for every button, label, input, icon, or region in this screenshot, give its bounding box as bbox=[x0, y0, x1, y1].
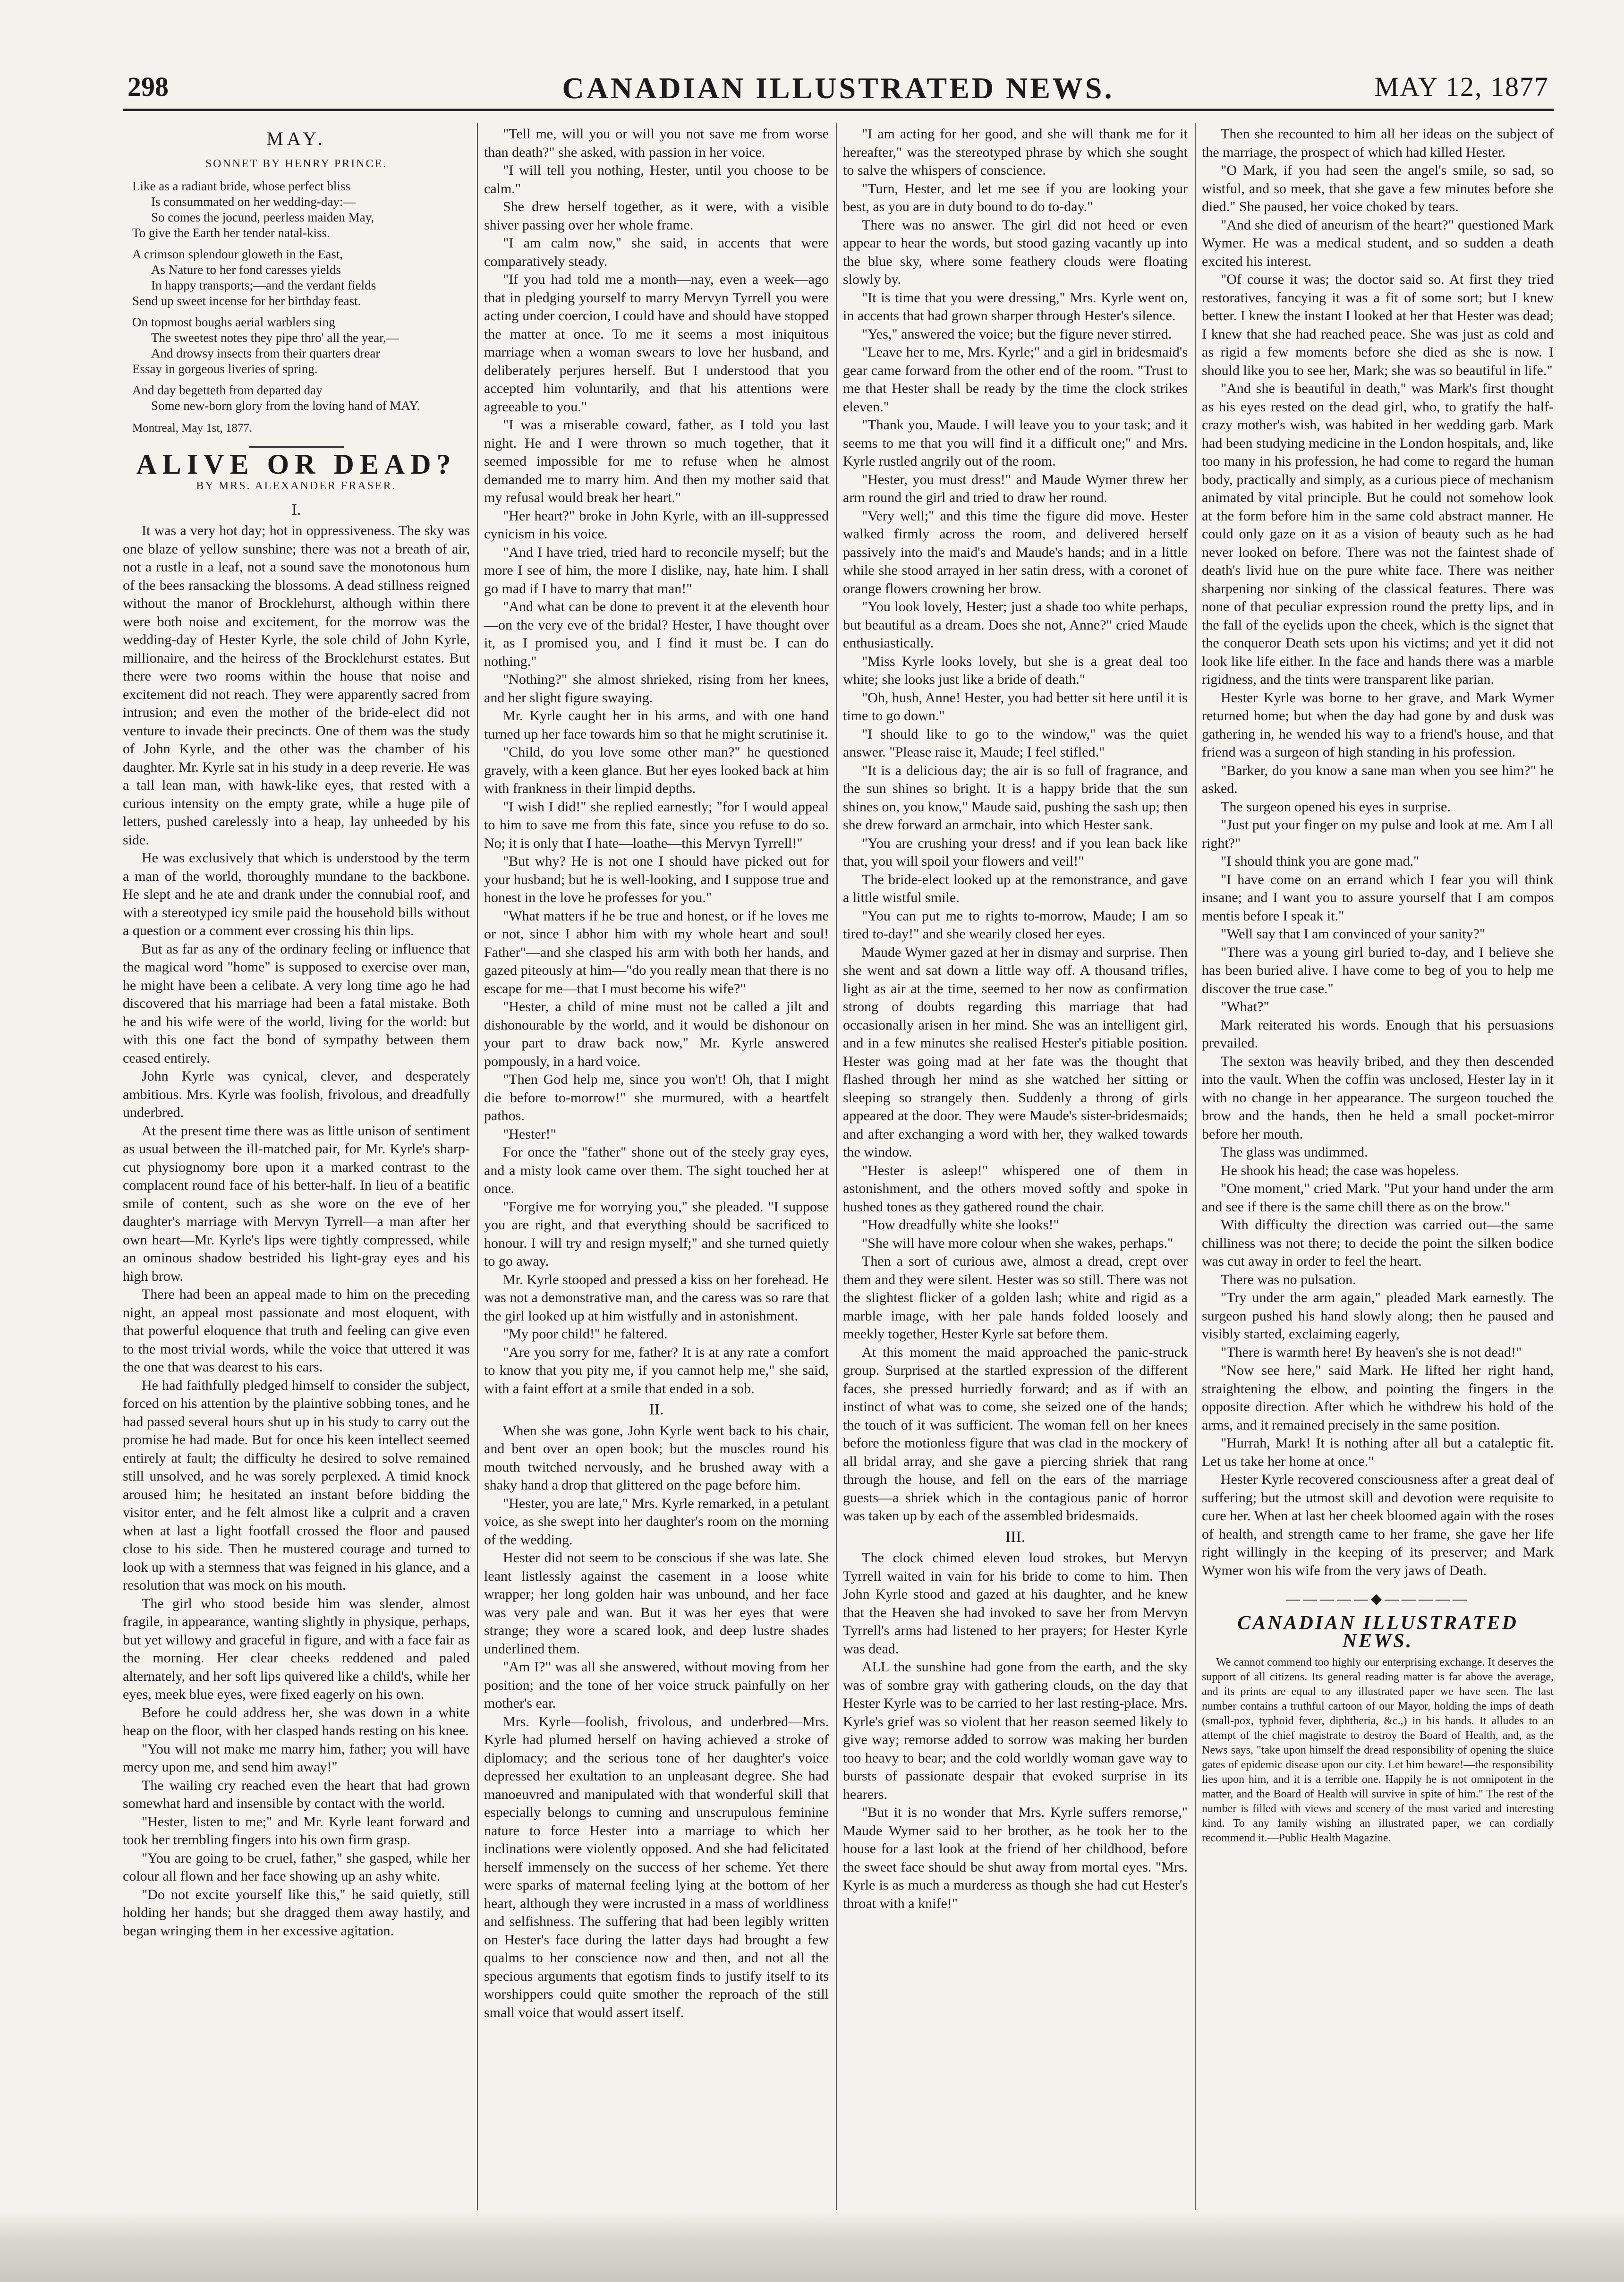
paragraph: "Then God help me, since you won't! Oh, that I might die before to-morrow!" she murmured, with a heartfelt pathos. bbox=[484, 1072, 829, 1124]
poem-title: MAY. bbox=[266, 128, 326, 149]
paragraph: "Of course it was; the doctor said so. At first they tried restoratives, fancying it was a fit of some sort; but I knew better. I knew the instant I looked at her that Hester was dead; I knew that she had reached peace. She was just as cold and as rigid a few moments before she died as she is now. I should like you to see her, Mark; she was so beautiful in life." bbox=[1202, 272, 1554, 378]
paragraph: "I wish I did!" she replied earnestly; "for I would appeal to him to save me from this fate, since you refuse to do so. No; it is only that I hate—loathe—this Mervyn Tyrrell!" bbox=[484, 799, 829, 851]
column-1 bbox=[123, 125, 470, 2213]
paragraph: "Barker, do you know a sane man when you see him?" he asked. bbox=[1202, 762, 1554, 796]
paragraph: "Very well;" and this time the figure did move. Hester walked firmly across the room, and delivered herself passively into the maid's and Maude's hands; and in a little while she stood arrayed in her satin dress, with a coronet of orange flowers crowning her brow. bbox=[843, 508, 1188, 596]
chapter-heading: III. bbox=[1005, 1528, 1026, 1546]
paragraph: "I was a miserable coward, father, as I told you last night. He and I were thrown so much together, that it seemed impossible for me to refuse when he almost demanded me to marry him. And then my mother said that my refusal would break her heart." bbox=[484, 417, 829, 505]
paragraph: "Miss Kyrle looks lovely, but she is a great deal too white; she looks just like a bride of death." bbox=[843, 653, 1188, 687]
paragraph: When she was gone, John Kyrle went back to his chair, and bent over an open book; but the muscles round his mouth twitched nervously, and he brushed away with a shaky hand a drop that glittered on the page before him. bbox=[484, 1422, 829, 1493]
paragraph: "I have come on an errand which I fear you will think insane; and I want you to assure yourself that I am compos mentis before I speak it." bbox=[1202, 871, 1554, 924]
column-4-text bbox=[1202, 125, 1554, 1580]
paragraph: "Child, do you love some other man?" he questioned gravely, with a keen glance. But her eyes looked back at him with frankness in their limpid depths. bbox=[484, 744, 829, 796]
story-title: ALIVE OR DEAD? bbox=[136, 448, 457, 480]
column-rule bbox=[477, 123, 478, 2210]
paragraph: "Just put your finger on my pulse and look at me. Am I all right?" bbox=[1202, 817, 1554, 851]
paragraph: Hester did not seem to be conscious if she was late. She leant listlessly against the casement in a loose white wrapper; her long golden hair was unbound, and her face was very pale and wan. But it was her eyes that were strange; they wore a scared look, and deep lustre shades underlined them. bbox=[484, 1550, 829, 1657]
notice-body bbox=[1202, 1655, 1554, 1846]
paragraph: The girl who stood beside him was slender, almost fragile, in appearance, wanting slightly in physique, perhaps, but yet willowy and graceful in figure, and with a face fair as the morning. Her clear cheeks reddened and paled alternately, and her soft lips quivered like a child's, while her eyes, meek blue eyes, were fixed eagerly on his own. bbox=[123, 1595, 470, 1702]
notice-title: CANADIAN ILLUSTRATED NEWS. bbox=[1237, 1612, 1518, 1652]
poem-byline: SONNET BY HENRY PRINCE. bbox=[205, 157, 388, 170]
paragraph: The clock chimed eleven loud strokes, but Mervyn Tyrrell waited in vain for his bride to come to him. Then John Kyrle stood and gazed at his daughter, and he knew that the Heaven she had invoked to save her from Mervyn Tyrrell's arms had listened to her prayers; for Hester Kyrle was dead. bbox=[843, 1550, 1188, 1657]
paragraph: At the present time there was as little unison of sentiment as usual between the ill-matched pair, for Mr. Kyrle's sharp-cut physiognomy bore upon it a marked contrast to the complacent round face of his better-half. In lieu of a beatific smile of content, such as she wore on the eve of her daughter's marriage with Mervyn Tyrrell—a man after her own heart—Mr. Kyrle's lips were tightly compressed, while an ominous shadow bestrided his light-gray eyes and his high brow. bbox=[123, 1123, 470, 1284]
paragraph: ALL the sunshine had gone from the earth, and the sky was of sombre gray with gathering clouds, on the day that Hester Kyrle was to be carried to her last resting-place. Mrs. Kyrle's grief was so violent that her reason seemed likely to give way; remorse added to sorrow was making her burden too heavy to bear; and the cold worldly woman gave way to bursts of passionate despair that evoked surprise in its hearers. bbox=[843, 1659, 1188, 1802]
chapter-heading: I. bbox=[291, 501, 301, 519]
poem-line: The sweetest notes they pipe thro' all the year,— bbox=[151, 331, 399, 345]
paragraph: "Turn, Hester, and let me see if you are looking your best, as you are in duty bound to do to-day." bbox=[843, 180, 1188, 214]
paragraph: "You are crushing your dress! and if you lean back like that, you will spoil your flowers and veil!" bbox=[843, 835, 1188, 869]
poem-line: Some new-born glory from the loving hand of MAY. bbox=[151, 399, 420, 413]
paragraph: "You will not make me marry him, father; you will have mercy upon me, and send him away!" bbox=[123, 1741, 470, 1775]
paragraph: Then a sort of curious awe, almost a dread, crept over them and they were silent. Hester was so still. There was not the slightest flicker of a golden lash; white and rigid as a marble image, with her pale hands folded loosely and meekly together, Hester Kyrle sat before them. bbox=[843, 1253, 1188, 1342]
paragraph: "I am acting for her good, and she will thank me for it hereafter," was the stereotyped phrase by which she sought to salve the whispers of conscience. bbox=[843, 126, 1188, 178]
paragraph: "How dreadfully white she looks!" bbox=[862, 1217, 1059, 1233]
paragraph: "Now see here," said Mark. He lifted her right hand, straightening the elbow, and pointing the fingers in the opposite direction. After which he withdrew his hold of the arms, and it remained precisely in the same position. bbox=[1202, 1362, 1554, 1433]
paragraph: The bride-elect looked up at the remonstrance, and gave a little wistful smile. bbox=[843, 871, 1188, 905]
paragraph: Maude Wymer gazed at her in dismay and surprise. Then she went and sat down a little way off. A thousand trifles, light as air at the time, seemed to her now as confirmation strong of doubts regarding this marriage that had occasionally arisen in her mind. She was an intelligent girl, and in a few minutes she realised Hester's pitiable position. Hester was going mad at her fate was the thought that flashed through her mind as she watched her sitting or sleeping so strangely then. Suddenly a throng of girls appeared at the door. They were Maude's sister-bridesmaids; and after exchanging a word with her, they walked towards the window. bbox=[843, 944, 1188, 1160]
column-rule bbox=[1195, 123, 1196, 2210]
poem-line: And drowsy insects from their quarters drear bbox=[151, 346, 380, 360]
poem-line: A crimson splendour gloweth in the East, bbox=[132, 247, 343, 261]
poem-body bbox=[132, 179, 470, 414]
paragraph: "Are you sorry for me, father? It is at any rate a comfort to know that you pity me, if you cannot help me," she said, with a faint effort at a smile that ended in a sob. bbox=[484, 1344, 829, 1396]
paragraph: There was no pulsation. bbox=[1221, 1271, 1356, 1287]
paragraph: "Try under the arm again," pleaded Mark earnestly. The surgeon pushed his hand slowly along; then he paused and visibly started, exclaiming eagerly, bbox=[1202, 1290, 1554, 1342]
paragraph: "And she is beautiful in death," was Mark's first thought as his eyes rested on the dead girl, who, to gratify the half-crazy mother's wish, was habited in her wedding garb. Mark had been studying medicine in the London hospitals, and, like too many in his profession, he had come to regard the human body, practically and simply, as a curious piece of mechanism animated by vital principle. But he could not somehow look at the form before him in the same cold abstract manner. He could only gaze on it as a vision of beauty such as he had never looked on before. There was not the faintest shade of death's livid hue on the pure white face. There was neither sharpening nor sinking of the classical features. There was none of that peculiar expression round the pretty lips, and in the fall of the eyelids upon the cheek, which is the signet that the conqueror Death sets upon his victims; and yet it did not look like life either. In the face and hands there was a marble rigidness, and the tints were transparent like parian. bbox=[1202, 381, 1554, 687]
paragraph: "There was a young girl buried to-day, and I believe she has been buried alive. I have come to beg of you to help me discover the true case." bbox=[1202, 944, 1554, 996]
paragraph: Mark reiterated his words. Enough that his persuasions prevailed. bbox=[1202, 1017, 1554, 1051]
paragraph: "Hester is asleep!" whispered one of them in astonishment, and the others moved softly and spoke in hushed tones as they gathered round the chair. bbox=[843, 1162, 1188, 1215]
paragraph: It was a very hot day; hot in oppressiveness. The sky was one blaze of yellow sunshine; there was not a breath of air, not a rustle in a leaf, not a sound save the monotonous hum of the bees ransacking the blossoms. A dead stillness reigned without the manor of Brocklehurst, although within there were both noise and excitement, for the morrow was the wedding-day of Hester Kyrle, the sole child of John Kyrle, millionaire, and the heiress of the Brocklehurst estates. But there were two rooms within the house that noise and excitement did not reach. They were apparently sacred from intrusion; and even the mother of the bride-elect did not venture to invade their precincts. One of them was the study of John Kyrle, and the other was the chamber of his daughter. Mr. Kyrle sat in his study in a deep reverie. He was a tall lean man, with hawk-like eyes, that rested with a curious intensity on the empty grate, while a huge pile of letters, pushed carelessly into a heap, lay unheeded by his side. bbox=[123, 523, 470, 848]
paragraph: He was exclusively that which is understood by the term a man of the world, thoroughly mundane to the backbone. He slept and he ate and drank under the connubial roof, and with a stereotyped icy smile paid the household bills without a question or a comment ever crossing his thin lips. bbox=[123, 850, 470, 938]
paragraph: "Her heart?" broke in John Kyrle, with an ill-suppressed cynicism in his voice. bbox=[484, 508, 829, 542]
paragraph: He shook his head; the case was hopeless. bbox=[1221, 1162, 1459, 1178]
paragraph: "You look lovely, Hester; just a shade too white perhaps, but beautiful as a dream. Does she not, Anne?" cried Maude enthusiastically. bbox=[843, 599, 1188, 651]
poem-line: Is consummated on her wedding-day:— bbox=[151, 195, 356, 209]
paragraph: "Hester, you are late," Mrs. Kyrle remarked, in a petulant voice, as she swept into her daughter's room on the morning of the wedding. bbox=[484, 1495, 829, 1548]
paragraph: "Hester!" bbox=[503, 1126, 556, 1142]
paragraph: "I should like to go to the window," was the quiet answer. "Please raise it, Maude; I feel stifled." bbox=[843, 726, 1188, 760]
paragraph: "She will have more colour when she wakes, perhaps." bbox=[862, 1235, 1173, 1251]
scan-edge bbox=[0, 2211, 1624, 2282]
paragraph: There was no answer. The girl did not heed or even appear to hear the words, but stood gazing vacantly up into the blue sky, where some feathery clouds were floating slowly by. bbox=[843, 217, 1188, 287]
paragraph: "I am calm now," she said, in accents that were comparatively steady. bbox=[484, 235, 829, 269]
paragraph: "Thank you, Maude. I will leave you to your task; and it seems to me that you will find it a difficult one;" and Mrs. Kyrle rustled angrily out of the room. bbox=[843, 417, 1188, 469]
paragraph: "I will tell you nothing, Hester, until you choose to be calm." bbox=[484, 162, 829, 196]
poem-line: Like as a radiant bride, whose perfect bliss bbox=[132, 179, 350, 193]
masthead bbox=[123, 71, 1554, 111]
column-3-text bbox=[843, 1549, 1188, 1913]
paragraph: There had been an appeal made to him on the preceding night, an appeal most passionate and most eloquent, with that powerful eloquence that truth and feeling can give even to the most trivial words, while the voice that uttered it was the one that was dearest to his ears. bbox=[123, 1286, 470, 1375]
paragraph: "Well say that I am convinced of your sanity?" bbox=[1221, 926, 1486, 942]
paragraph: "Tell me, will you or will you not save me from worse than death?" she asked, with passion in her voice. bbox=[484, 126, 829, 160]
column-3 bbox=[843, 125, 1188, 2213]
paragraph: "And I have tried, tried hard to reconcile myself; but the more I see of him, the more I dislike, nay, hate him. I shall go mad if I have to marry that man!" bbox=[484, 544, 829, 596]
chapter-heading: II. bbox=[649, 1401, 664, 1418]
poem-line: As Nature to her fond caresses yields bbox=[151, 263, 341, 277]
paragraph: The glass was undimmed. bbox=[1221, 1144, 1368, 1160]
poem-place-date: Montreal, May 1st, 1877. bbox=[132, 422, 253, 434]
paragraph: At this moment the maid approached the panic-struck group. Surprised at the startled expression of the different faces, she pressed hurriedly forward; and as if with an instinct of what was to come, she seized one of the hands; the touch of it was sufficient. The woman fell on her knees before the motionless figure that was clad in the mockery of all bridal array, and she gave a piercing shriek that rang through the house, and fell on the ears of the marriage guests—a shriek which in the contagious panic of horror was taken up by each of the assembled bridesmaids. bbox=[843, 1344, 1188, 1524]
page-number: 298 bbox=[128, 71, 169, 102]
paragraph: "O Mark, if you had seen the angel's smile, so sad, so wistful, and so meek, that she gave a few minutes before she died." She paused, her voice choked by tears. bbox=[1202, 162, 1554, 214]
paragraph: "Hester, listen to me;" and Mr. Kyrle leant forward and took her trembling fingers into his own firm grasp. bbox=[123, 1814, 470, 1848]
paragraph: "Hurrah, Mark! It is nothing after all but a cataleptic fit. Let us take her home at once." bbox=[1202, 1435, 1554, 1469]
paragraph: "But why? He is not one I should have picked out for your husband; but he is well-looking, and I suppose true and honest in the love he professes for you." bbox=[484, 853, 829, 905]
column-2 bbox=[484, 125, 829, 2213]
paragraph: With difficulty the direction was carried out—the same chilliness was not there; to decide the point the silken bodice was cut away in order to feel the heart. bbox=[1202, 1217, 1554, 1269]
paragraph: Hester Kyrle recovered consciousness after a great deal of suffering; but the utmost skill and devotion were requisite to cure her. When at last her cheek bloomed again with the roses of health, and strength came to her frame, she gave her life right willingly in the keeping of its preserver; and Mark Wymer won his wife from the very jaws of Death. bbox=[1202, 1472, 1554, 1578]
ornament-divider: —————◆————— bbox=[1285, 1591, 1470, 1607]
paragraph: Mr. Kyrle caught her in his arms, and with one hand turned up her face towards him so that he might scrutinise it. bbox=[484, 708, 829, 742]
paragraph: "It is time that you were dressing," Mrs. Kyrle went on, in accents that had grown sharper through Hester's silence. bbox=[843, 290, 1188, 324]
paragraph: "Hester, you must dress!" and Maude Wymer threw her arm round the girl and tried to draw her round. bbox=[843, 471, 1188, 505]
column-1-text bbox=[123, 522, 470, 1940]
paragraph: "My poor child!" he faltered. bbox=[503, 1326, 668, 1342]
poem-line: Send up sweet incense for her birthday feast. bbox=[132, 294, 361, 308]
column-3-text bbox=[843, 125, 1188, 1525]
paragraph: The sexton was heavily bribed, and they then descended into the vault. When the coffin was unclosed, Hester lay in it with no change in her appearance. The surgeon touched the brow and the hands, then he held a small pocket-mirror before her mouth. bbox=[1202, 1053, 1554, 1142]
paragraph: Then she recounted to him all her ideas on the subject of the marriage, the prospect of which had killed Hester. bbox=[1202, 126, 1554, 160]
paragraph: "Hester, a child of mine must not be called a jilt and dishonourable by the world, and it would be dishonour on your part to draw back now," Mr. Kyrle answered pompously, in a hard voice. bbox=[484, 999, 829, 1069]
poem-line: To give the Earth her tender natal-kiss. bbox=[132, 226, 330, 240]
divider bbox=[249, 446, 344, 448]
column-4 bbox=[1202, 125, 1554, 2213]
publication-title: CANADIAN ILLUSTRATED NEWS. bbox=[562, 71, 1114, 105]
paragraph: "What matters if he be true and honest, or if he loves me or not, since I abhor him with my whole heart and soul! Father"—and she clasped his arm with both her hands, and gazed piteously at him—"do you really mean that there is no escape for me—that I must become his wife?" bbox=[484, 908, 829, 996]
paragraph: "If you had told me a month—nay, even a week—ago that in pledging yourself to marry Mervyn Tyrrell you were acting under coercion, I could have and should have stopped the matter at once. To me it seems a most iniquitous marriage when a woman swears to love her husband, and deliberately perjures herself. But I understood that you accepted him voluntarily, and that his attentions were agreeable to you." bbox=[484, 272, 829, 415]
paragraph: "But it is no wonder that Mrs. Kyrle suffers remorse," Maude Wymer said to her brother, as he took her to the house for a last look at the friend of her childhood, before the sweet face should be shut away from mortal eyes. "Mrs. Kyrle is as much a murderess as though she had cut Hester's throat with a knife!" bbox=[843, 1805, 1188, 1911]
paragraph: Before he could address her, she was down in a white heap on the floor, with her clasped hands resting on his knee. bbox=[123, 1704, 470, 1738]
poem-line: On topmost boughs aerial warblers sing bbox=[132, 315, 335, 329]
paragraph: "And what can be done to prevent it at the eleventh hour—on the very eve of the bridal? Hester, I have thought over it, as I promised you, and I find it must be. I can do nothing." bbox=[484, 599, 829, 669]
paragraph: "I should think you are gone mad." bbox=[1221, 853, 1420, 869]
poem-line: Essay in gorgeous liveries of spring. bbox=[132, 362, 318, 376]
paragraph: "You can put me to rights to-morrow, Maude; I am so tired to-day!" and she wearily closed her eyes. bbox=[843, 908, 1188, 942]
paragraph: "There is warmth here! By heaven's she is not dead!" bbox=[1221, 1344, 1522, 1360]
paragraph: "Oh, hush, Anne! Hester, you had better sit here until it is time to go down." bbox=[843, 690, 1188, 724]
paragraph: "What?" bbox=[1221, 999, 1269, 1014]
paragraph: The surgeon opened his eyes in surprise. bbox=[1221, 799, 1451, 815]
paragraph: "Leave her to me, Mrs. Kyrle;" and a girl in bridesmaid's gear came forward from the other end of the room. "Trust to me that Hester shall be ready by the time the clock strikes eleven." bbox=[843, 344, 1188, 415]
paragraph: "One moment," cried Mark. "Put your hand under the arm and see if there is the same chill there as on the brow." bbox=[1202, 1181, 1554, 1215]
paragraph: Hester Kyrle was borne to her grave, and Mark Wymer returned home; but when the day had gone by and dusk was gathering in, he wended his way to a friend's house, and that friend was a surgeon of high standing in his profession. bbox=[1202, 690, 1554, 760]
paragraph: But as far as any of the ordinary feeling or influence that the magical word "home" is supposed to exercise over man, he might have been a celibate. A very long time ago he had discovered that his marriage had been a fatal mistake. Both he and his wife were of the world, living for the world: but with this one fact the bond of sympathy between them ceased entirely. bbox=[123, 941, 470, 1066]
paragraph: "Do not excite yourself like this," he said quietly, still holding her hands; but she dragged them away hastily, and began wringing them in her excessive agitation. bbox=[123, 1886, 470, 1939]
column-2-text bbox=[484, 1422, 829, 2022]
poem-line: And day begetteth from departed day bbox=[132, 383, 323, 397]
paragraph: Mrs. Kyrle—foolish, frivolous, and underbred—Mrs. Kyrle had plumed herself on having achieved a stroke of diplomacy; and the serious tone of her daughter's voice depressed her exultation to an unpleasant degree. She had manoeuvred and manipulated with that wonderful skill that especially belongs to cunning and unscrupulous feminine nature to force Hester into a marriage to which her inclinations were violently opposed. And she had felicitated herself immensely on the success of her scheme. Yet there were sparks of maternal feeling lying at the bottom of her heart, although they were incrusted in a mass of worldliness and selfishness. The suffering that had been legibly written on Hester's face during the latter days had brought a few qualms to her conscience now and then, and not all the specious arguments that egotism finds to justify itself to its worshippers could quite smother the reproach of the still small voice that would assert itself. bbox=[484, 1713, 829, 2020]
paragraph: John Kyrle was cynical, clever, and desperately ambitious. Mrs. Kyrle was foolish, frivolous, and dreadfully underbred. bbox=[123, 1068, 470, 1120]
paragraph: "Forgive me for worrying you," she pleaded. "I suppose you are right, and that everything should be sacrificed to honour. I will try and resign myself;" and she turned quietly to go away. bbox=[484, 1199, 829, 1269]
paragraph: "Nothing?" she almost shrieked, rising from her knees, and her slight figure swaying. bbox=[484, 672, 829, 706]
paragraph: For once the "father" shone out of the steely gray eyes, and a misty look came over them. The sight touched her at once. bbox=[484, 1144, 829, 1196]
paragraph: "And she died of aneurism of the heart?" questioned Mark Wymer. He was a medical student, and so sudden a death excited his interest. bbox=[1202, 217, 1554, 269]
issue-date: MAY 12, 1877 bbox=[1374, 71, 1549, 102]
poem-line: In happy transports;—and the verdant fields bbox=[151, 278, 376, 292]
notice-paragraph: We cannot commend too highly our enterprising exchange. It deserves the support of all citizens. Its general reading matter is far above the average, and its prints are equal to any illustrated paper we have seen. The last number contains a truthful cartoon of our Mayor, holding the imps of death (small-pox, typhoid fever, diphtheria, &c.,) in his hands. It alludes to an attempt of the chief magistrate to destroy the Board of Health, and, as the News says, "take upon himself the dread responsibility of opening the sluice gates of epidemic disease upon our city. Let him beware!—the responsibility lies upon him, and it is a terrible one. Happily he is not omnipotent in the matter, and the Board of Health will survive in spite of him." The rest of the number is filled with views and scenery of the most varied and interesting kind. To any family wishing an illustrated paper, we can cordially recommend it.—Public Health Magazine. bbox=[1202, 1656, 1554, 1844]
paragraph: "Am I?" was all she answered, without moving from her position; and the tone of her voice struck painfully on her mother's ear. bbox=[484, 1659, 829, 1711]
paragraph: "Yes," answered the voice; but the figure never stirred. bbox=[862, 326, 1172, 342]
paragraph: The wailing cry reached even the heart that had grown somewhat hard and insensible by contact with the world. bbox=[123, 1777, 470, 1811]
paragraph: He had faithfully pledged himself to consider the subject, forced on his attention by the plaintive sobbing tones, and he had passed several hours shut up in his study to carry out the promise he had made. But for once his keen intellect seemed entirely at fault; the difficulty he desired to solve remained still unsolved, and he was sorely perplexed. A timid knock aroused him; he hesitated an instant before bidding the visitor enter, and he felt almost like a culprit and a craven when at last a light footfall crossed the floor and paused close to his side. Then he mustered courage and turned to look up with a sternness that was feigned in his glance, and a resolution that was mock on his mouth. bbox=[123, 1377, 470, 1593]
paragraph: She drew herself together, as it were, with a visible shiver passing over her whole frame. bbox=[484, 199, 829, 233]
paragraph: "It is a delicious day; the air is so full of fragrance, and the sun shines so bright. It is a happy bride that the sun shines on, you know," Maude said, pushing the sash up; then she drew forward an armchair, into which Hester sank. bbox=[843, 762, 1188, 833]
story-byline: BY MRS. ALEXANDER FRASER. bbox=[196, 480, 397, 492]
poem-line: So comes the jocund, peerless maiden May, bbox=[151, 210, 374, 224]
paragraph: "You are going to be cruel, father," she gasped, while her colour all flown and her face showing up an ashy white. bbox=[123, 1850, 470, 1884]
paragraph: Mr. Kyrle stooped and pressed a kiss on her forehead. He was not a demonstrative man, and the caress was so rare that the girl looked up at him wistfully and in astonishment. bbox=[484, 1271, 829, 1324]
column-rule bbox=[836, 123, 837, 2210]
column-2-text bbox=[484, 125, 829, 1398]
